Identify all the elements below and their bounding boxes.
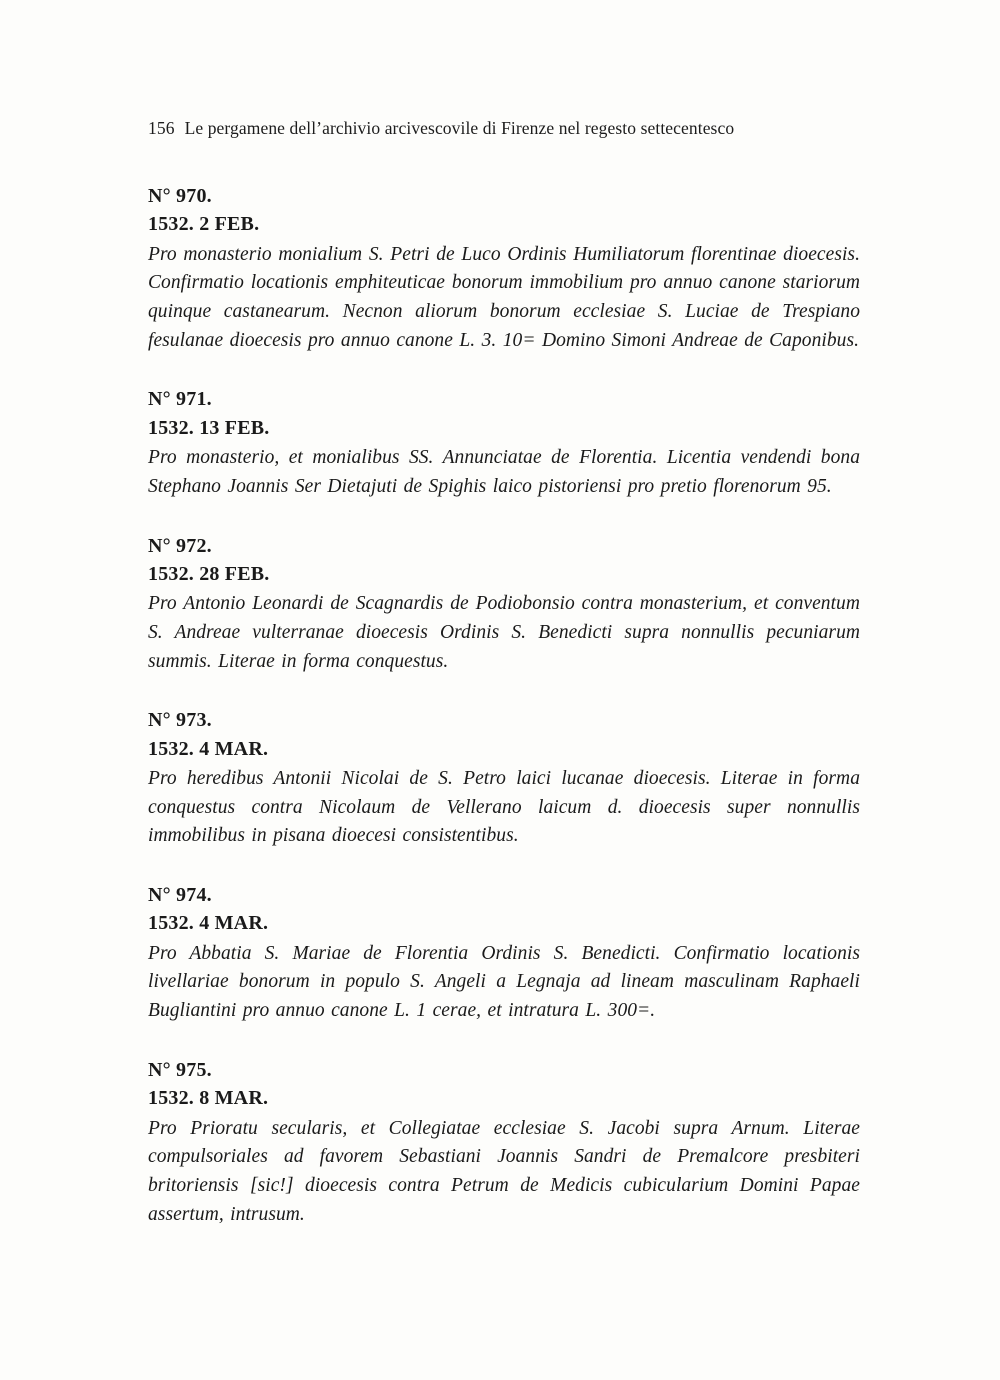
regest-entry: [148, 385, 860, 501]
entry-date: 1532. 8 MAR.: [148, 1087, 269, 1110]
entry-number: N° 972.: [148, 534, 212, 557]
entry-text: Pro heredibus Antonii Nicolai de S. Petro laici lucanae dioecesis. Literae in forma conquestus contra Nicolaum de Vellerano laicum d. dioecesis super nonnullis immobilibus in pisana dioecesi consistentibus.: [148, 768, 860, 847]
entry-number: N° 971.: [148, 388, 212, 411]
regest-entry: [148, 706, 860, 851]
regest-entry: [148, 182, 860, 355]
regest-entry: [148, 1056, 860, 1229]
page-number: 156: [148, 118, 175, 138]
entry-text: Pro monasterio, et monialibus SS. Annunciatae de Florentia. Licentia vendendi bona Stephano Joannis Ser Dietajuti de Spighis laico pistoriensi pro pretio florenorum 95.: [148, 447, 860, 497]
entry-date: 1532. 4 MAR.: [148, 912, 269, 935]
entry-text: Pro Prioratu secularis, et Collegiatae ecclesiae S. Jacobi supra Arnum. Literae compulsoriales ad favorem Sebastiani Joannis Sandri de Premalcore presbiteri britoriensis [sic!] dioecesis contra Petrum de Medicis cubicularium Domini Papae assertum, intrusum.: [148, 1117, 860, 1225]
entry-number: N° 970.: [148, 185, 212, 207]
running-head: [148, 118, 868, 139]
entry-text: Pro monasterio monialium S. Petri de Luco Ordinis Humiliatorum florentinae dioecesis. Confirmatio locationis emphiteuticae bonorum immobilium pro annuo canone stariorum quinque castanearum. Necnon aliorum bonorum ecclesiae S. Luciae de Trespiano fesulanae dioecesis pro annuo canone L. 3. 10= Domino Simoni Andreae de Caponibus.: [148, 243, 860, 351]
entry-date: 1532. 4 MAR.: [148, 737, 269, 760]
entry-date: 1532. 2 FEB.: [148, 213, 260, 236]
entry-text: Pro Abbatia S. Mariae de Florentia Ordinis S. Benedicti. Confirmatio locationis livellariae bonorum in populo S. Angeli a Legnaja ad lineam masculinam Raphaeli Bugliantini pro annuo canone L. 1 cerae, et intratura L. 300=.: [148, 942, 860, 1022]
running-head-title: Le pergamene dell’archivio arcivescovile di Firenze nel regesto settecentesco: [184, 118, 735, 138]
entry-date: 1532. 13 FEB.: [148, 416, 270, 439]
entry-number: N° 974.: [148, 884, 212, 906]
entry-text: Pro Antonio Leonardi de Scagnardis de Podiobonsio contra monasterium, et conventum S. Andreae vulterranae dioecesis Ordinis S. Benedicti supra nonnullis pecuniarum summis. Literae in forma conquestus.: [148, 593, 860, 672]
entry-number: N° 973.: [148, 709, 212, 732]
entry-date: 1532. 28 FEB.: [148, 562, 270, 585]
regest-entry: [148, 532, 860, 677]
entries-list: [148, 182, 860, 1229]
regest-entry: [148, 881, 860, 1026]
entry-number: N° 975.: [148, 1058, 212, 1081]
